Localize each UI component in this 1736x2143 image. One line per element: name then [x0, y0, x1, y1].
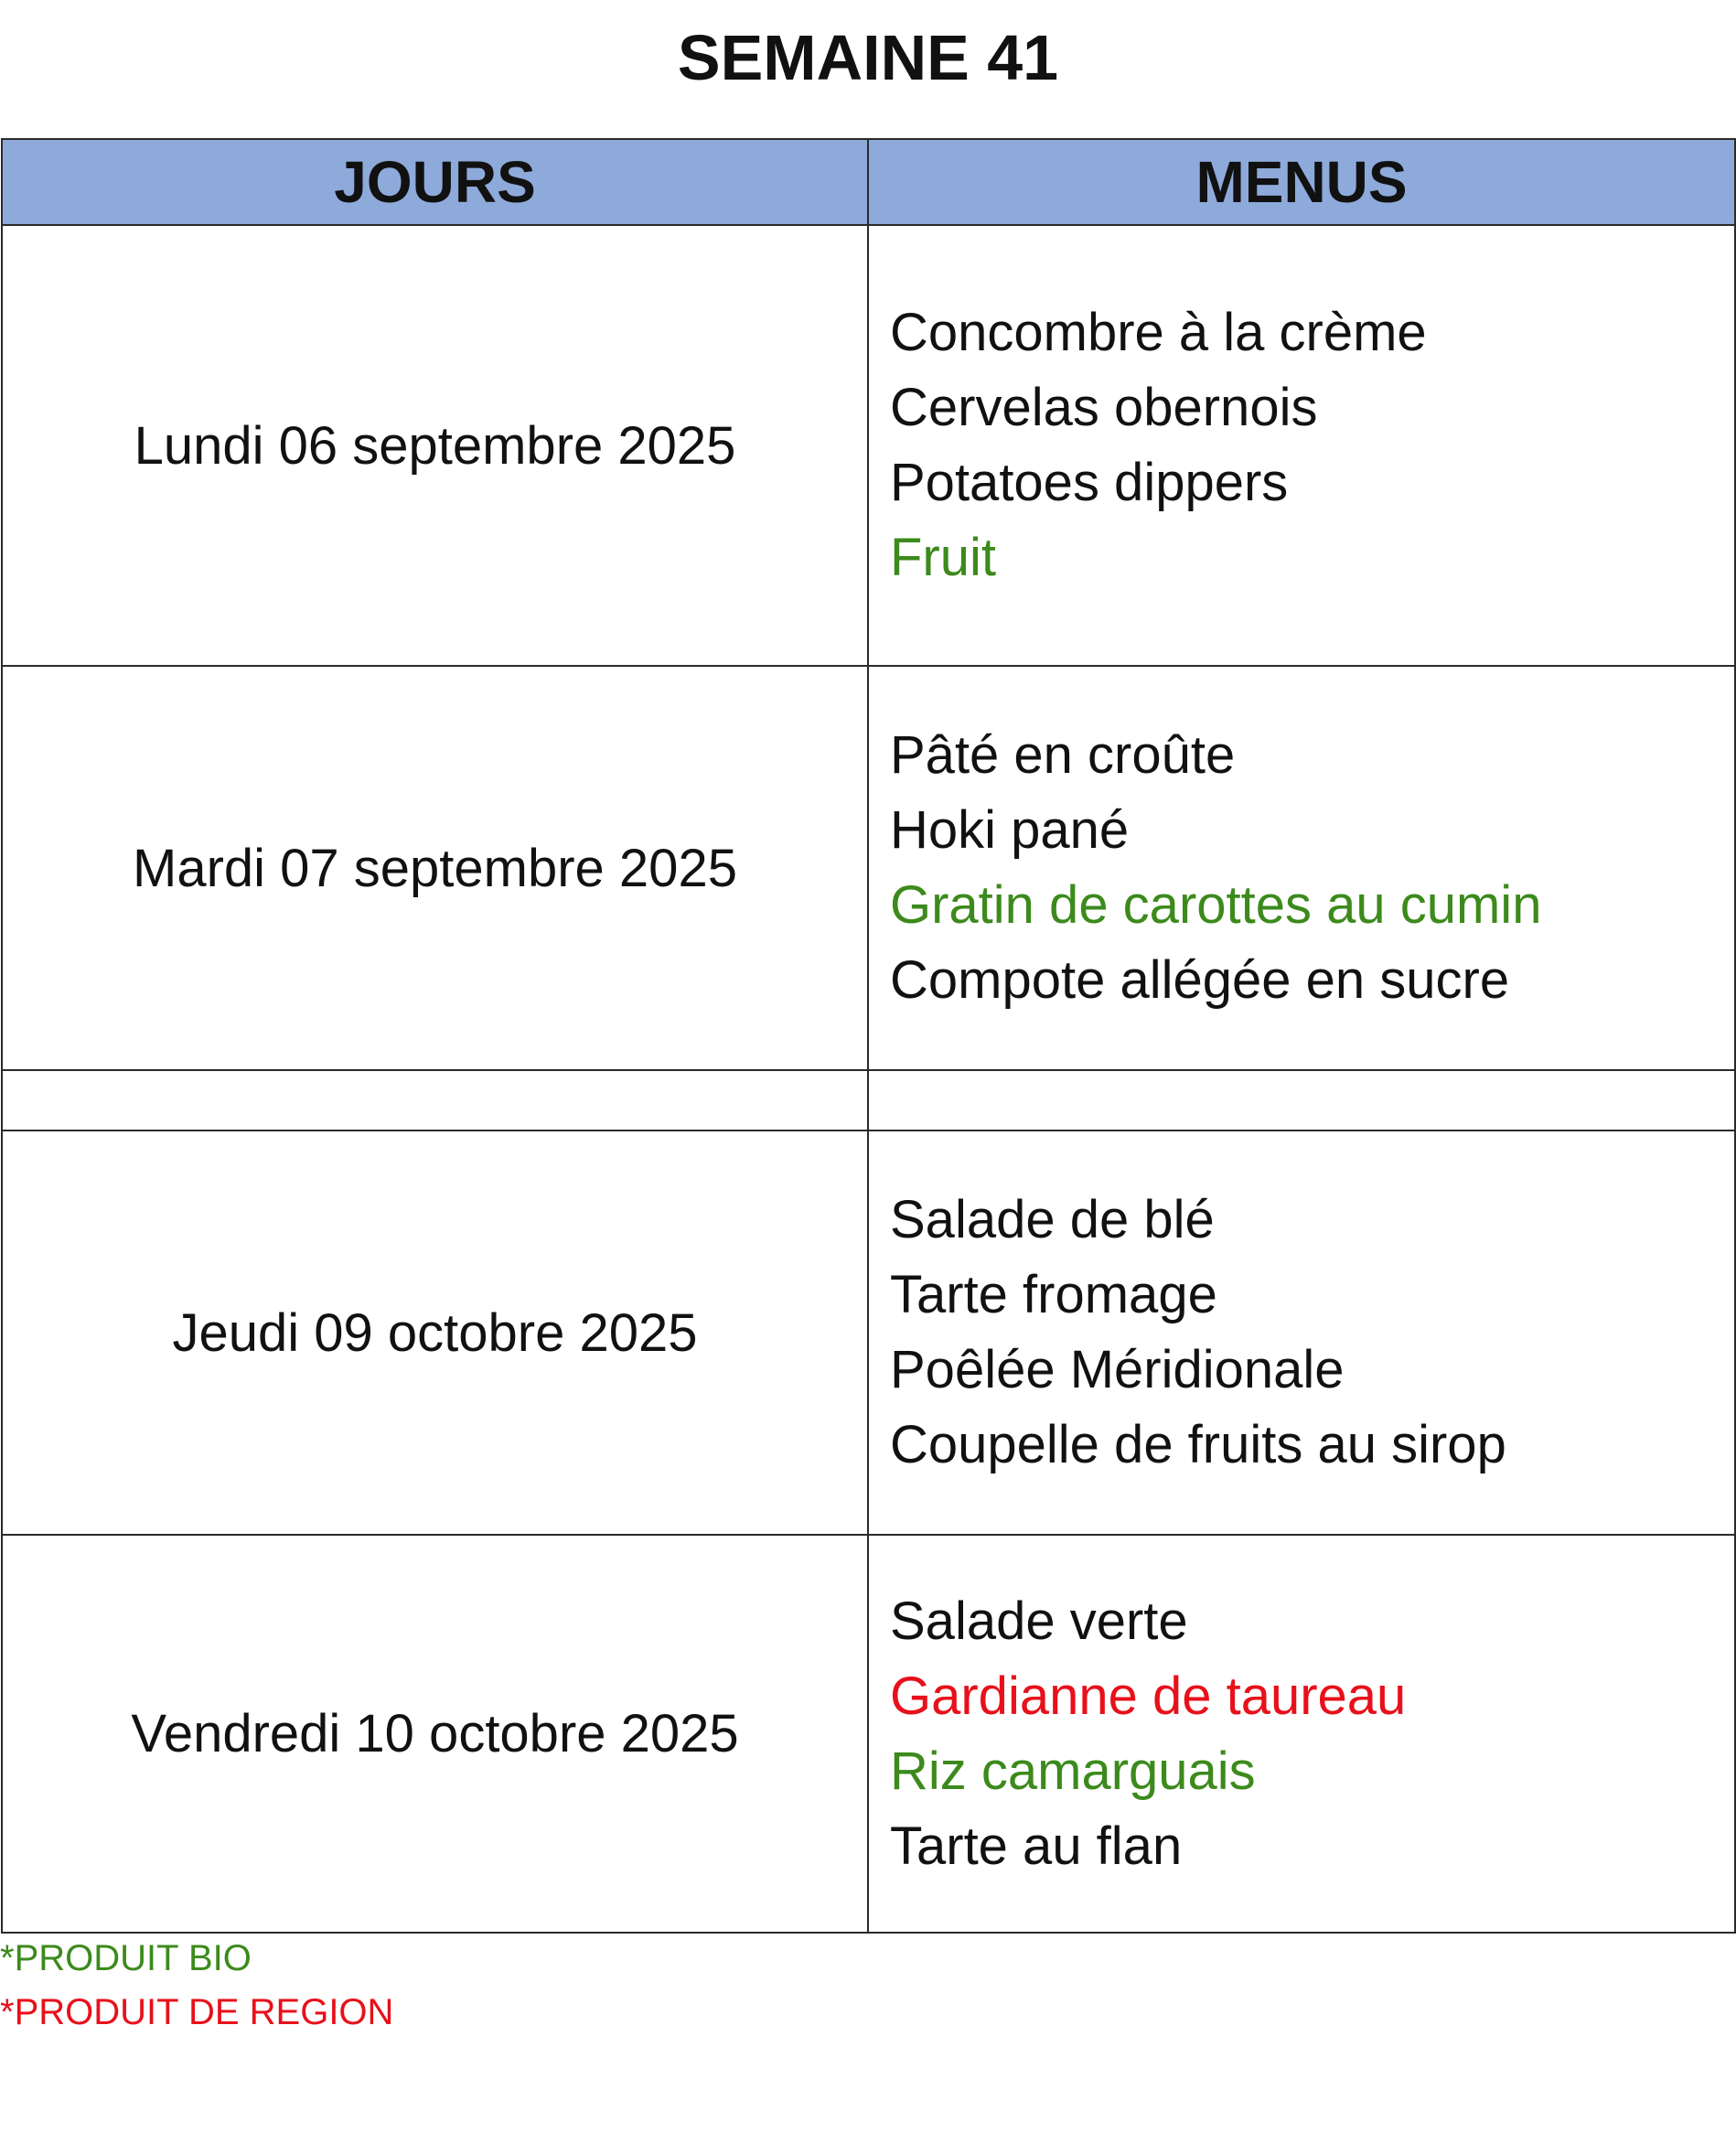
table-header-row: [2, 139, 1735, 225]
table-row-empty: [2, 1070, 1735, 1130]
weekly-menu-table: [1, 138, 1736, 1934]
menu-item: Fruit: [890, 528, 996, 587]
table-row: [2, 225, 1735, 666]
day-cell: Mardi 07 septembre 2025: [2, 666, 868, 1070]
menu-item: Concombre à la crème: [890, 303, 1427, 362]
menu-cell: [868, 1070, 1735, 1130]
day-cell: [2, 1070, 868, 1130]
menu-item: Tarte fromage: [890, 1265, 1217, 1324]
day-cell: Jeudi 09 octobre 2025: [2, 1130, 868, 1535]
table-row: [2, 1535, 1735, 1933]
menu-item: Riz camarguais: [890, 1741, 1256, 1801]
menu-cell: [868, 225, 1735, 666]
menu-item: Cervelas obernois: [890, 378, 1318, 437]
menu-item: Tarte au flan: [890, 1816, 1183, 1876]
legend-region: *PRODUIT DE REGION: [0, 1992, 394, 2032]
menu-item: Salade de blé: [890, 1190, 1215, 1249]
menu-item: Salade verte: [890, 1591, 1188, 1651]
days-column-header: JOURS: [2, 139, 868, 225]
page-title: SEMAINE 41: [677, 22, 1059, 93]
menu-cell: [868, 666, 1735, 1070]
day-cell: Vendredi 10 octobre 2025: [2, 1535, 868, 1933]
menu-item: Gratin de carottes au cumin: [890, 875, 1542, 935]
day-cell: Lundi 06 septembre 2025: [2, 225, 868, 666]
menu-item: Coupelle de fruits au sirop: [890, 1415, 1506, 1474]
menu-cell: [868, 1130, 1735, 1535]
menu-item: Compote allégée en sucre: [890, 950, 1510, 1010]
menu-item: Gardianne de taureau: [890, 1666, 1407, 1726]
table-row: [2, 1130, 1735, 1535]
table-row: [2, 666, 1735, 1070]
menus-column-header: MENUS: [868, 139, 1735, 225]
menu-item: Potatoes dippers: [890, 453, 1289, 512]
menu-cell: [868, 1535, 1735, 1933]
legend-bio: *PRODUIT BIO: [0, 1938, 252, 1978]
menu-item: Poêlée Méridionale: [890, 1340, 1345, 1399]
menu-item: Hoki pané: [890, 800, 1130, 860]
menu-item: Pâté en croûte: [890, 725, 1236, 785]
